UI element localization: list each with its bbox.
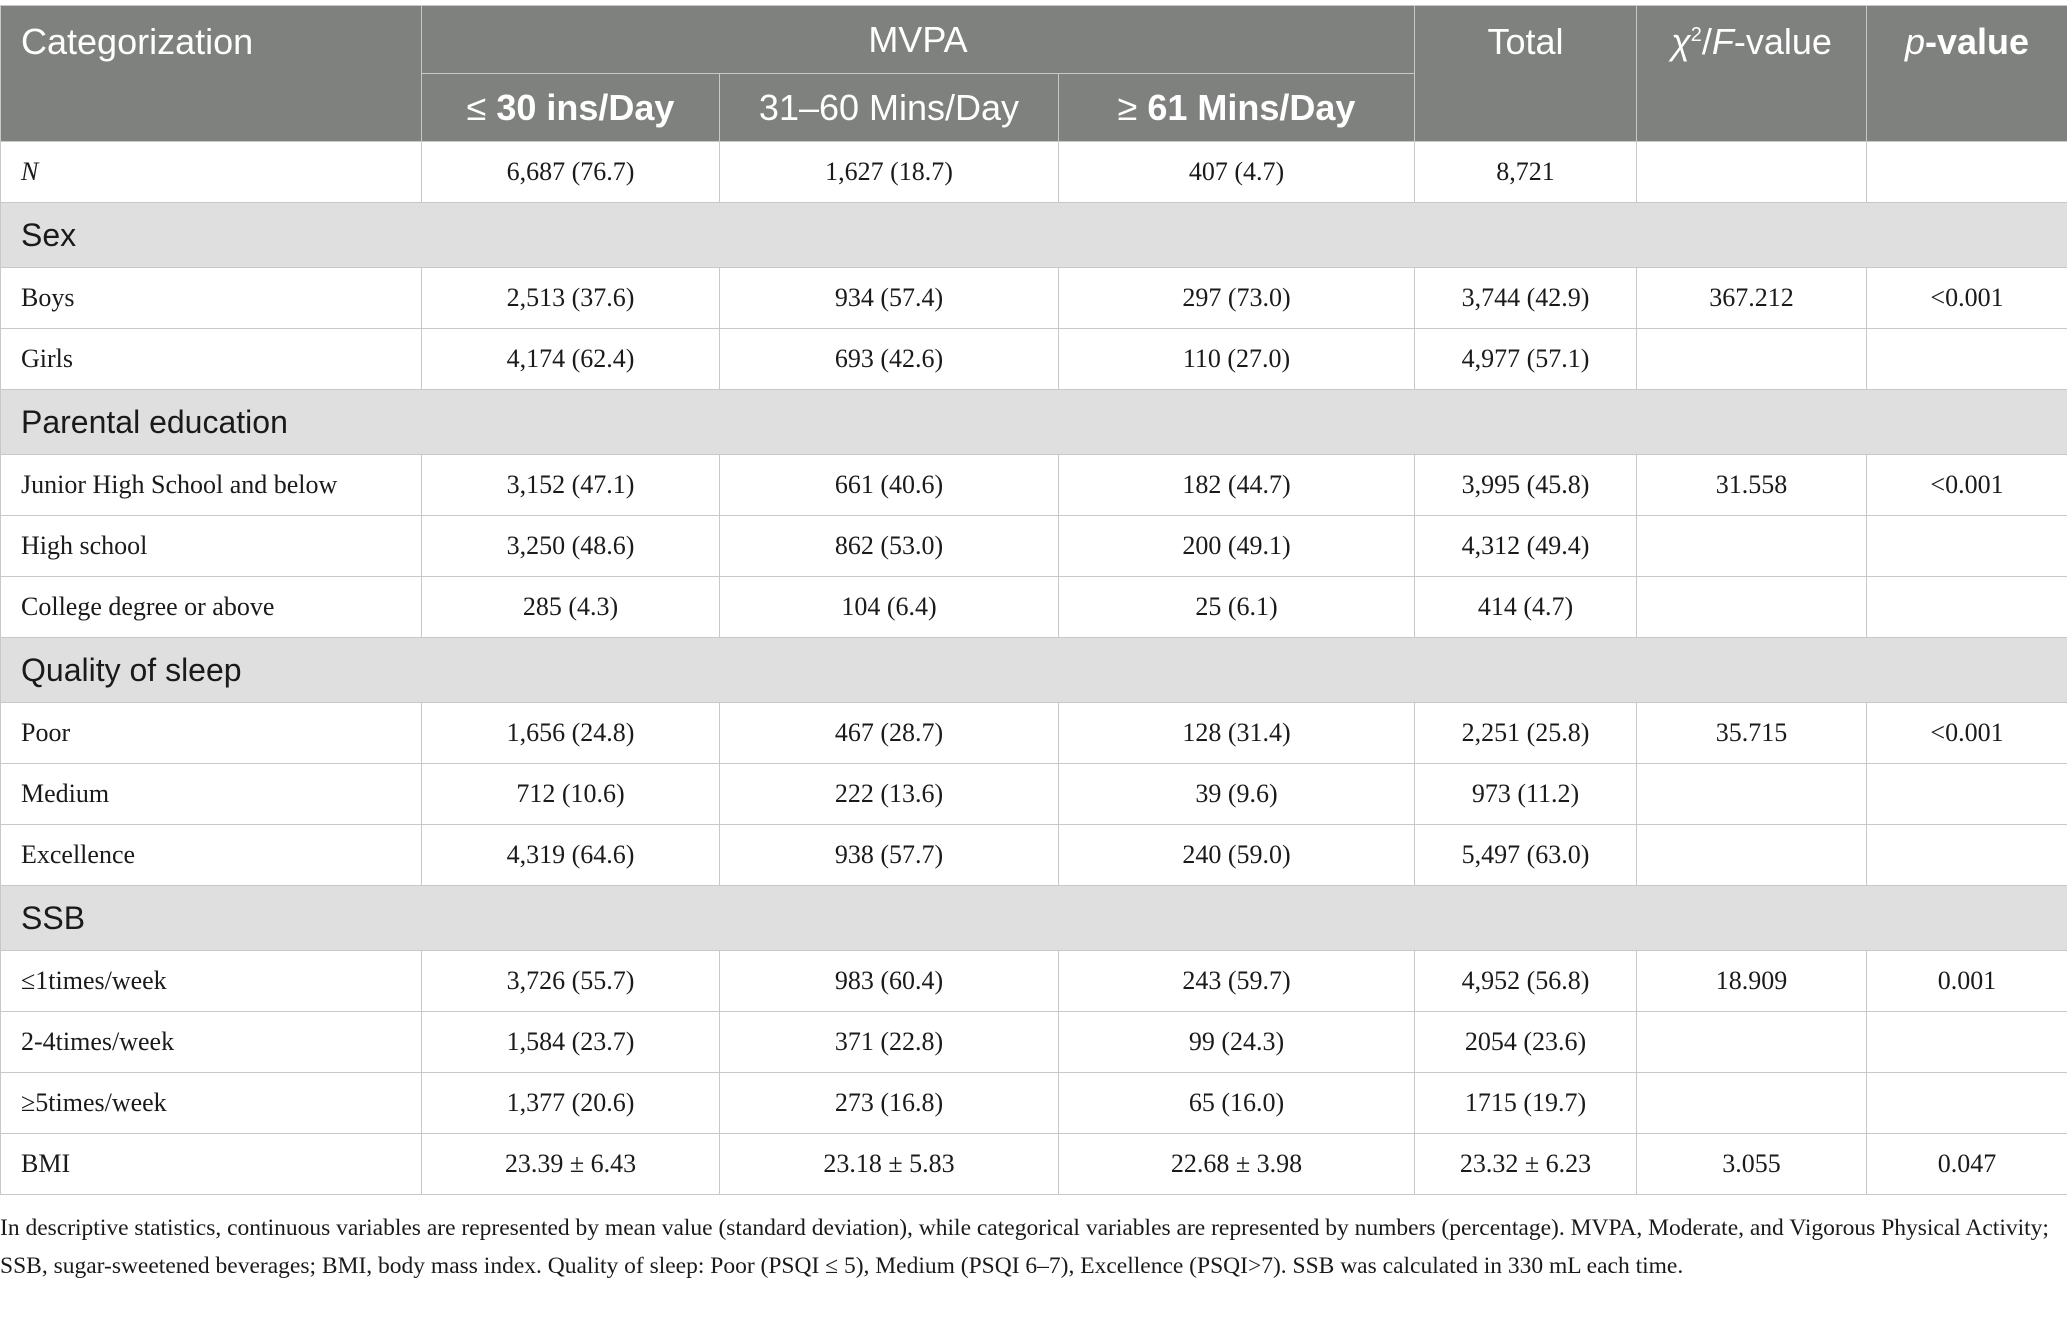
cell-31-60: 661 (40.6) bbox=[720, 455, 1059, 516]
row-label: Boys bbox=[1, 268, 422, 329]
cell-total: 3,995 (45.8) bbox=[1415, 455, 1637, 516]
table-row-college bbox=[1, 577, 2067, 638]
table-footnote: In descriptive statistics, continuous variables are represented by mean value (standard deviation), while categorical variables are represented by numbers (percentage). MVPA, Moderate, and Vigorous Physical Activity; SSB, sugar-sweetened beverages; BMI, body mass index. Quality of sleep: Poor (PSQI ≤ 5), Medium (PSQI 6–7), Excellence (PSQI>7). SSB was calculated in 330 mL each time. bbox=[0, 1215, 2049, 1279]
cell-p: <0.001 bbox=[1867, 455, 2067, 516]
cell-ge-61: 200 (49.1) bbox=[1059, 516, 1415, 577]
chi-symbol: χ bbox=[1671, 21, 1691, 62]
cell-p: 0.047 bbox=[1867, 1134, 2067, 1195]
cell-31-60: 934 (57.4) bbox=[720, 268, 1059, 329]
cell-31-60: 938 (57.7) bbox=[720, 825, 1059, 886]
cell-ge-61: 65 (16.0) bbox=[1059, 1073, 1415, 1134]
cell-stat: 18.909 bbox=[1637, 951, 1867, 1012]
cell-total: 973 (11.2) bbox=[1415, 764, 1637, 825]
cell-le-30: 285 (4.3) bbox=[422, 577, 720, 638]
cell-total: 2,251 (25.8) bbox=[1415, 703, 1637, 764]
cell-31-60: 222 (13.6) bbox=[720, 764, 1059, 825]
cell-le-30: 3,250 (48.6) bbox=[422, 516, 720, 577]
table-row-excellence bbox=[1, 825, 2067, 886]
header-31-60: 31–60 Mins/Day bbox=[720, 74, 1059, 142]
cell-total: 2054 (23.6) bbox=[1415, 1012, 1637, 1073]
table-row-medium bbox=[1, 764, 2067, 825]
table-row-bmi bbox=[1, 1134, 2067, 1195]
chi-value-suffix: -value bbox=[1733, 21, 1832, 62]
table-row-high-school bbox=[1, 516, 2067, 577]
header-ge-61 bbox=[1059, 74, 1415, 142]
section-title: Quality of sleep bbox=[1, 638, 2067, 703]
cell-le-30: 1,584 (23.7) bbox=[422, 1012, 720, 1073]
header-le-30 bbox=[422, 74, 720, 142]
cell-p bbox=[1867, 329, 2067, 390]
row-label: N bbox=[1, 142, 422, 203]
p-letter: p bbox=[1904, 21, 1925, 62]
section-title: Sex bbox=[1, 203, 2067, 268]
cell-ge-61: 297 (73.0) bbox=[1059, 268, 1415, 329]
cell-le-30: 6,687 (76.7) bbox=[422, 142, 720, 203]
cell-p bbox=[1867, 577, 2067, 638]
cell-total: 1715 (19.7) bbox=[1415, 1073, 1637, 1134]
ge-symbol: ≥ bbox=[1117, 86, 1138, 128]
cell-stat: 31.558 bbox=[1637, 455, 1867, 516]
table-row-poor bbox=[1, 703, 2067, 764]
cell-stat bbox=[1637, 142, 1867, 203]
table-row-junior-high bbox=[1, 455, 2067, 516]
le-symbol: ≤ bbox=[466, 86, 487, 128]
cell-31-60: 371 (22.8) bbox=[720, 1012, 1059, 1073]
cell-le-30: 4,174 (62.4) bbox=[422, 329, 720, 390]
cell-ge-61: 128 (31.4) bbox=[1059, 703, 1415, 764]
cell-le-30: 1,377 (20.6) bbox=[422, 1073, 720, 1134]
row-label: Girls bbox=[1, 329, 422, 390]
cell-ge-61: 407 (4.7) bbox=[1059, 142, 1415, 203]
cell-31-60: 693 (42.6) bbox=[720, 329, 1059, 390]
cell-stat bbox=[1637, 577, 1867, 638]
section-title: Parental education bbox=[1, 390, 2067, 455]
chi-slash: / bbox=[1701, 21, 1712, 62]
cell-le-30: 3,726 (55.7) bbox=[422, 951, 720, 1012]
row-label: High school bbox=[1, 516, 422, 577]
cell-stat bbox=[1637, 516, 1867, 577]
row-label: BMI bbox=[1, 1134, 422, 1195]
table-body bbox=[1, 142, 2067, 1195]
cell-total: 4,312 (49.4) bbox=[1415, 516, 1637, 577]
cell-p bbox=[1867, 1073, 2067, 1134]
header-chi-f-value bbox=[1637, 6, 1867, 142]
row-label: 2-4times/week bbox=[1, 1012, 422, 1073]
ge-61-label: 61 Mins/Day bbox=[1137, 86, 1356, 128]
cell-ge-61: 182 (44.7) bbox=[1059, 455, 1415, 516]
table-row-n bbox=[1, 142, 2067, 203]
header-total: Total bbox=[1415, 6, 1637, 142]
cell-ge-61: 22.68 ± 3.98 bbox=[1059, 1134, 1415, 1195]
cell-ge-61: 39 (9.6) bbox=[1059, 764, 1415, 825]
cell-total: 3,744 (42.9) bbox=[1415, 268, 1637, 329]
cell-p bbox=[1867, 516, 2067, 577]
cell-stat bbox=[1637, 329, 1867, 390]
cell-stat bbox=[1637, 1073, 1867, 1134]
table-header bbox=[1, 6, 2067, 142]
row-label: College degree or above bbox=[1, 577, 422, 638]
row-label: Poor bbox=[1, 703, 422, 764]
cell-31-60: 1,627 (18.7) bbox=[720, 142, 1059, 203]
cell-p: <0.001 bbox=[1867, 268, 2067, 329]
cell-p: <0.001 bbox=[1867, 703, 2067, 764]
section-row-sex bbox=[1, 203, 2067, 268]
cell-ge-61: 25 (6.1) bbox=[1059, 577, 1415, 638]
row-label: ≤1times/week bbox=[1, 951, 422, 1012]
cell-le-30: 3,152 (47.1) bbox=[422, 455, 720, 516]
section-row-quality-of-sleep bbox=[1, 638, 2067, 703]
cell-le-30: 2,513 (37.6) bbox=[422, 268, 720, 329]
cell-stat: 3.055 bbox=[1637, 1134, 1867, 1195]
cell-total: 414 (4.7) bbox=[1415, 577, 1637, 638]
section-row-ssb bbox=[1, 886, 2067, 951]
cell-ge-61: 99 (24.3) bbox=[1059, 1012, 1415, 1073]
cell-31-60: 467 (28.7) bbox=[720, 703, 1059, 764]
cell-total: 5,497 (63.0) bbox=[1415, 825, 1637, 886]
cell-p: 0.001 bbox=[1867, 951, 2067, 1012]
cell-total: 4,977 (57.1) bbox=[1415, 329, 1637, 390]
table-row-ssb-ge-5 bbox=[1, 1073, 2067, 1134]
cell-total: 8,721 bbox=[1415, 142, 1637, 203]
section-row-parental-education bbox=[1, 390, 2067, 455]
cell-31-60: 862 (53.0) bbox=[720, 516, 1059, 577]
cell-stat bbox=[1637, 764, 1867, 825]
cell-p bbox=[1867, 1012, 2067, 1073]
p-value-suffix: -value bbox=[1924, 21, 2030, 62]
header-categorization: Categorization bbox=[1, 6, 422, 142]
row-label: Medium bbox=[1, 764, 422, 825]
cell-31-60: 23.18 ± 5.83 bbox=[720, 1134, 1059, 1195]
cell-ge-61: 240 (59.0) bbox=[1059, 825, 1415, 886]
header-mvpa: MVPA bbox=[422, 6, 1415, 74]
cell-total: 23.32 ± 6.23 bbox=[1415, 1134, 1637, 1195]
cell-le-30: 23.39 ± 6.43 bbox=[422, 1134, 720, 1195]
table-row-boys bbox=[1, 268, 2067, 329]
cell-stat bbox=[1637, 1012, 1867, 1073]
cell-le-30: 1,656 (24.8) bbox=[422, 703, 720, 764]
cell-stat bbox=[1637, 825, 1867, 886]
table-row-ssb-2-4 bbox=[1, 1012, 2067, 1073]
chi-superscript: 2 bbox=[1690, 24, 1702, 46]
row-label: Junior High School and below bbox=[1, 455, 422, 516]
mvpa-table bbox=[0, 5, 2067, 1195]
cell-le-30: 712 (10.6) bbox=[422, 764, 720, 825]
section-title: SSB bbox=[1, 886, 2067, 951]
table-row-girls bbox=[1, 329, 2067, 390]
cell-ge-61: 243 (59.7) bbox=[1059, 951, 1415, 1012]
table-row-ssb-le-1 bbox=[1, 951, 2067, 1012]
le-30-label: 30 ins/Day bbox=[486, 86, 675, 128]
cell-31-60: 104 (6.4) bbox=[720, 577, 1059, 638]
cell-ge-61: 110 (27.0) bbox=[1059, 329, 1415, 390]
cell-stat: 367.212 bbox=[1637, 268, 1867, 329]
cell-31-60: 983 (60.4) bbox=[720, 951, 1059, 1012]
cell-p bbox=[1867, 825, 2067, 886]
f-letter: F bbox=[1711, 21, 1734, 62]
cell-stat: 35.715 bbox=[1637, 703, 1867, 764]
cell-total: 4,952 (56.8) bbox=[1415, 951, 1637, 1012]
cell-31-60: 273 (16.8) bbox=[720, 1073, 1059, 1134]
cell-p bbox=[1867, 142, 2067, 203]
row-label: ≥5times/week bbox=[1, 1073, 422, 1134]
cell-p bbox=[1867, 764, 2067, 825]
cell-le-30: 4,319 (64.6) bbox=[422, 825, 720, 886]
header-p-value bbox=[1867, 6, 2067, 142]
row-label: Excellence bbox=[1, 825, 422, 886]
